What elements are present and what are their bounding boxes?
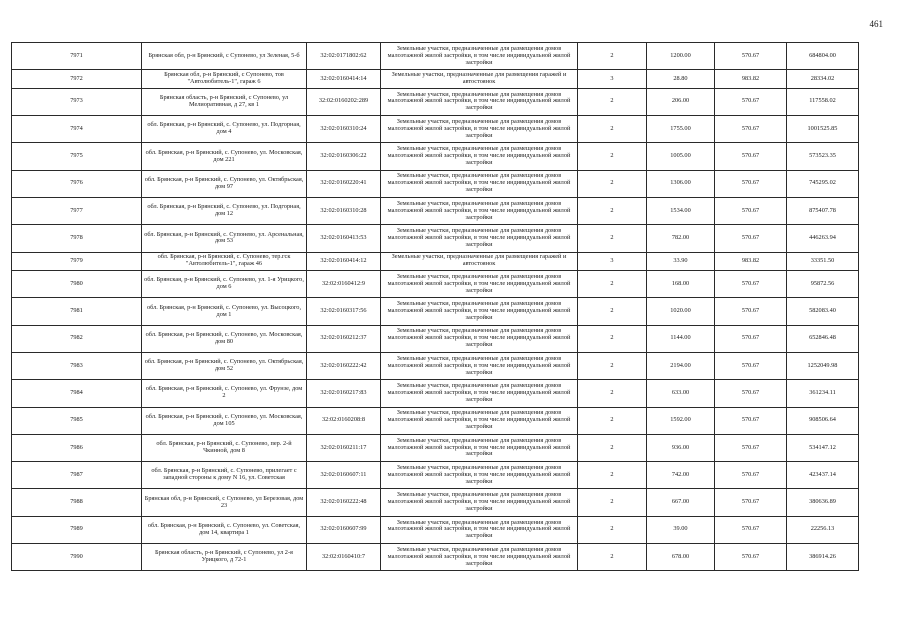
cadastral-number-cell: 32:02:0160607:99 — [307, 516, 381, 543]
row-number-cell: 7977 — [12, 197, 142, 224]
table-row — [12, 325, 859, 352]
address-cell: Брянская область, р-н Брянский, с Супонево, ул 2-я Урицкого, д 72-1 — [142, 544, 307, 571]
cadastral-number-cell: 32:02:0160220:41 — [307, 170, 381, 197]
group-number-cell: 2 — [578, 462, 647, 489]
address-cell: обл. Брянская, р-н Брянский, с. Супонево, ул. Подгорная, дом 12 — [142, 197, 307, 224]
cadastral-number-cell: 32:02:0160310:24 — [307, 116, 381, 143]
specific-value-cell: 570.67 — [715, 489, 787, 516]
address-cell: обл. Брянская, р-н Брянский, с. Супонево, ул. Подгорная, дом 4 — [142, 116, 307, 143]
address-cell: обл. Брянская, р-н Брянский, с. Супонево, ул. Октябрьская, дом 52 — [142, 352, 307, 379]
cadastral-number-cell: 32:02:0160413:53 — [307, 225, 381, 252]
row-number-cell: 7987 — [12, 462, 142, 489]
specific-value-cell: 570.67 — [715, 225, 787, 252]
row-number-cell: 7985 — [12, 407, 142, 434]
row-number-cell: 7978 — [12, 225, 142, 252]
cadastral-number-cell: 32:02:0160414:14 — [307, 70, 381, 89]
cadastral-number-cell: 32:02:0160317:56 — [307, 298, 381, 325]
cadastral-value-cell: 573523.35 — [787, 143, 859, 170]
land-use-category-cell: Земельные участки, предназначенные для размещения домов малоэтажной жилой застройки, в том числе индивидуальной жилой застройки — [381, 225, 578, 252]
row-number-cell: 7989 — [12, 516, 142, 543]
group-number-cell: 2 — [578, 143, 647, 170]
cadastral-value-cell: 22256.13 — [787, 516, 859, 543]
area-cell: 33.90 — [647, 252, 715, 271]
cadastral-number-cell: 32:02:0160202:289 — [307, 88, 381, 115]
cadastral-value-cell: 446263.94 — [787, 225, 859, 252]
group-number-cell: 2 — [578, 325, 647, 352]
cadastral-value-cell: 582083.40 — [787, 298, 859, 325]
cadastral-value-cell: 117558.02 — [787, 88, 859, 115]
cadastral-value-cell: 1001525.85 — [787, 116, 859, 143]
row-number-cell: 7976 — [12, 170, 142, 197]
table-row — [12, 252, 859, 271]
specific-value-cell: 570.67 — [715, 170, 787, 197]
address-cell: обл. Брянская, р-н Брянский, с. Супонево, ул. Арсенальная, дом 53 — [142, 225, 307, 252]
cadastral-value-cell: 361234.11 — [787, 380, 859, 407]
address-cell: обл. Брянская, р-н Брянский, с. Супонево, ул. Московская, дом 221 — [142, 143, 307, 170]
table-row — [12, 271, 859, 298]
cadastral-value-cell: 28334.02 — [787, 70, 859, 89]
row-number-cell: 7990 — [12, 544, 142, 571]
page-number: 461 — [869, 19, 883, 29]
land-use-category-cell: Земельные участки, предназначенные для размещения домов малоэтажной жилой застройки, в том числе индивидуальной жилой застройки — [381, 170, 578, 197]
land-use-category-cell: Земельные участки, предназначенные для размещения домов малоэтажной жилой застройки, в том числе индивидуальной жилой застройки — [381, 544, 578, 571]
table-row — [12, 407, 859, 434]
address-cell: Брянская обл, р-н Брянский, с Супонево, ул Березовая, дом 23 — [142, 489, 307, 516]
group-number-cell: 2 — [578, 271, 647, 298]
land-use-category-cell: Земельные участки, предназначенные для размещения домов малоэтажной жилой застройки, в том числе индивидуальной жилой застройки — [381, 489, 578, 516]
table-row — [12, 298, 859, 325]
cadastral-value-cell: 1252049.98 — [787, 352, 859, 379]
specific-value-cell: 570.67 — [715, 88, 787, 115]
group-number-cell: 2 — [578, 544, 647, 571]
row-number-cell: 7971 — [12, 43, 142, 70]
group-number-cell: 2 — [578, 170, 647, 197]
group-number-cell: 2 — [578, 197, 647, 224]
address-cell: Брянская обл, р-н Брянский, с Супонево, ул Зеленая, 5-б — [142, 43, 307, 70]
specific-value-cell: 983.82 — [715, 70, 787, 89]
specific-value-cell: 570.67 — [715, 407, 787, 434]
area-cell: 168.00 — [647, 271, 715, 298]
group-number-cell: 3 — [578, 252, 647, 271]
specific-value-cell: 570.67 — [715, 116, 787, 143]
table-row — [12, 197, 859, 224]
specific-value-cell: 570.67 — [715, 380, 787, 407]
row-number-cell: 7981 — [12, 298, 142, 325]
address-cell: обл. Брянская, р-н Брянский, с. Супонево, ул. 1-я Урицкого, дом 6 — [142, 271, 307, 298]
table-row — [12, 88, 859, 115]
table-row — [12, 434, 859, 461]
area-cell: 1200.00 — [647, 43, 715, 70]
land-use-category-cell: Земельные участки, предназначенные для размещения домов малоэтажной жилой застройки, в том числе индивидуальной жилой застройки — [381, 380, 578, 407]
address-cell: обл. Брянская, р-н Брянский, с. Супонево, тер.гск "Автолюбитель-1", гараж 46 — [142, 252, 307, 271]
land-use-category-cell: Земельные участки, предназначенные для размещения домов малоэтажной жилой застройки, в том числе индивидуальной жилой застройки — [381, 116, 578, 143]
area-cell: 1592.00 — [647, 407, 715, 434]
cadastral-value-cell: 875407.78 — [787, 197, 859, 224]
area-cell: 1755.00 — [647, 116, 715, 143]
address-cell: обл. Брянская, р-н Брянский, с. Супонево, пер. 2-й Чкинной, дом 8 — [142, 434, 307, 461]
cadastral-number-cell: 32:02:0160217:83 — [307, 380, 381, 407]
row-number-cell: 7974 — [12, 116, 142, 143]
row-number-cell: 7975 — [12, 143, 142, 170]
specific-value-cell: 570.67 — [715, 516, 787, 543]
area-cell: 1005.00 — [647, 143, 715, 170]
specific-value-cell: 570.67 — [715, 352, 787, 379]
group-number-cell: 2 — [578, 489, 647, 516]
land-use-category-cell: Земельные участки, предназначенные для размещения домов малоэтажной жилой застройки, в том числе индивидуальной жилой застройки — [381, 325, 578, 352]
land-use-category-cell: Земельные участки, предназначенные для размещения домов малоэтажной жилой застройки, в том числе индивидуальной жилой застройки — [381, 88, 578, 115]
land-use-category-cell: Земельные участки, предназначенные для размещения гаражей и автостоянок — [381, 252, 578, 271]
specific-value-cell: 570.67 — [715, 197, 787, 224]
cadastral-value-cell: 684804.00 — [787, 43, 859, 70]
cadastral-value-cell: 33351.50 — [787, 252, 859, 271]
land-use-category-cell: Земельные участки, предназначенные для размещения домов малоэтажной жилой застройки, в том числе индивидуальной жилой застройки — [381, 516, 578, 543]
group-number-cell: 2 — [578, 407, 647, 434]
area-cell: 206.00 — [647, 88, 715, 115]
table-row — [12, 116, 859, 143]
address-cell: Брянская область, р-н Брянский, с Супонево, ул Мелиоративная, д 27, кв 1 — [142, 88, 307, 115]
address-cell: обл. Брянская, р-н Брянский, с. Супонево, ул. Московская, дом 80 — [142, 325, 307, 352]
cadastral-value-cell: 380636.89 — [787, 489, 859, 516]
cadastral-number-cell: 32:02:0160412:9 — [307, 271, 381, 298]
cadastral-value-cell: 534147.12 — [787, 434, 859, 461]
row-number-cell: 7973 — [12, 88, 142, 115]
cadastral-number-cell: 32:02:0160410:7 — [307, 544, 381, 571]
group-number-cell: 2 — [578, 298, 647, 325]
cadastral-number-cell: 32:02:0160208:8 — [307, 407, 381, 434]
specific-value-cell: 570.67 — [715, 325, 787, 352]
area-cell: 678.00 — [647, 544, 715, 571]
table-row — [12, 462, 859, 489]
land-use-category-cell: Земельные участки, предназначенные для размещения домов малоэтажной жилой застройки, в том числе индивидуальной жилой застройки — [381, 407, 578, 434]
row-number-cell: 7982 — [12, 325, 142, 352]
address-cell: обл. Брянская, р-н Брянский, с. Супонево, ул. Фрунзе, дом 2 — [142, 380, 307, 407]
group-number-cell: 3 — [578, 70, 647, 89]
area-cell: 28.80 — [647, 70, 715, 89]
land-use-category-cell: Земельные участки, предназначенные для размещения домов малоэтажной жилой застройки, в том числе индивидуальной жилой застройки — [381, 434, 578, 461]
group-number-cell: 2 — [578, 88, 647, 115]
specific-value-cell: 983.82 — [715, 252, 787, 271]
table-body — [12, 43, 859, 571]
table-row — [12, 225, 859, 252]
specific-value-cell: 570.67 — [715, 298, 787, 325]
cadastral-number-cell: 32:02:0171802:62 — [307, 43, 381, 70]
group-number-cell: 2 — [578, 116, 647, 143]
address-cell: Брянская обл, р-н Брянский, с Супонево, тов "Автолюбитель-1", гараж 6 — [142, 70, 307, 89]
address-cell: обл. Брянская, р-н Брянский, с. Супонево, ул. Московская, дом 105 — [142, 407, 307, 434]
land-use-category-cell: Земельные участки, предназначенные для размещения домов малоэтажной жилой застройки, в том числе индивидуальной жилой застройки — [381, 271, 578, 298]
table-row — [12, 380, 859, 407]
group-number-cell: 2 — [578, 43, 647, 70]
area-cell: 39.00 — [647, 516, 715, 543]
row-number-cell: 7986 — [12, 434, 142, 461]
area-cell: 1534.00 — [647, 197, 715, 224]
area-cell: 1144.00 — [647, 325, 715, 352]
area-cell: 936.00 — [647, 434, 715, 461]
area-cell: 667.00 — [647, 489, 715, 516]
table-row — [12, 352, 859, 379]
table-row — [12, 43, 859, 70]
cadastral-value-table — [11, 42, 859, 571]
address-cell: обл. Брянская, р-н Брянский, с. Супонево, прилегает с западной стороны к дому N 16, ул. Советская — [142, 462, 307, 489]
land-use-category-cell: Земельные участки, предназначенные для размещения домов малоэтажной жилой застройки, в том числе индивидуальной жилой застройки — [381, 298, 578, 325]
table-row — [12, 516, 859, 543]
row-number-cell: 7980 — [12, 271, 142, 298]
area-cell: 782.00 — [647, 225, 715, 252]
land-use-category-cell: Земельные участки, предназначенные для размещения гаражей и автостоянок — [381, 70, 578, 89]
cadastral-number-cell: 32:02:0160414:12 — [307, 252, 381, 271]
cadastral-value-cell: 95872.56 — [787, 271, 859, 298]
table-row — [12, 143, 859, 170]
row-number-cell: 7972 — [12, 70, 142, 89]
cadastral-number-cell: 32:02:0160222:48 — [307, 489, 381, 516]
cadastral-value-cell: 908506.64 — [787, 407, 859, 434]
address-cell: обл. Брянская, р-н Брянский, с. Супонево, ул. Высоцкого, дом 1 — [142, 298, 307, 325]
specific-value-cell: 570.67 — [715, 462, 787, 489]
land-use-category-cell: Земельные участки, предназначенные для размещения домов малоэтажной жилой застройки, в том числе индивидуальной жилой застройки — [381, 143, 578, 170]
table-row — [12, 170, 859, 197]
cadastral-number-cell: 32:02:0160222:42 — [307, 352, 381, 379]
area-cell: 1020.00 — [647, 298, 715, 325]
land-use-category-cell: Земельные участки, предназначенные для размещения домов малоэтажной жилой застройки, в том числе индивидуальной жилой застройки — [381, 462, 578, 489]
area-cell: 1306.00 — [647, 170, 715, 197]
land-use-category-cell: Земельные участки, предназначенные для размещения домов малоэтажной жилой застройки, в том числе индивидуальной жилой застройки — [381, 43, 578, 70]
cadastral-value-cell: 652846.48 — [787, 325, 859, 352]
cadastral-value-cell: 745295.02 — [787, 170, 859, 197]
cadastral-value-cell: 386914.26 — [787, 544, 859, 571]
address-cell: обл. Брянская, р-н Брянский, с. Супонево, ул. Октябрьская, дом 97 — [142, 170, 307, 197]
group-number-cell: 2 — [578, 225, 647, 252]
row-number-cell: 7984 — [12, 380, 142, 407]
cadastral-number-cell: 32:02:0160306:22 — [307, 143, 381, 170]
specific-value-cell: 570.67 — [715, 143, 787, 170]
specific-value-cell: 570.67 — [715, 271, 787, 298]
area-cell: 2194.00 — [647, 352, 715, 379]
land-use-category-cell: Земельные участки, предназначенные для размещения домов малоэтажной жилой застройки, в том числе индивидуальной жилой застройки — [381, 352, 578, 379]
group-number-cell: 2 — [578, 434, 647, 461]
group-number-cell: 2 — [578, 516, 647, 543]
address-cell: обл. Брянская, р-н Брянский, с. Супонево, ул. Советская, дом 14, квартира 1 — [142, 516, 307, 543]
row-number-cell: 7979 — [12, 252, 142, 271]
cadastral-number-cell: 32:02:0160212:37 — [307, 325, 381, 352]
area-cell: 742.00 — [647, 462, 715, 489]
group-number-cell: 2 — [578, 380, 647, 407]
table-row — [12, 544, 859, 571]
table-row — [12, 489, 859, 516]
table-row — [12, 70, 859, 89]
row-number-cell: 7988 — [12, 489, 142, 516]
cadastral-number-cell: 32:02:0160310:28 — [307, 197, 381, 224]
cadastral-number-cell: 32:02:0160211:17 — [307, 434, 381, 461]
area-cell: 633.00 — [647, 380, 715, 407]
cadastral-value-cell: 423437.14 — [787, 462, 859, 489]
group-number-cell: 2 — [578, 352, 647, 379]
cadastral-number-cell: 32:02:0160607:11 — [307, 462, 381, 489]
land-use-category-cell: Земельные участки, предназначенные для размещения домов малоэтажной жилой застройки, в том числе индивидуальной жилой застройки — [381, 197, 578, 224]
row-number-cell: 7983 — [12, 352, 142, 379]
specific-value-cell: 570.67 — [715, 43, 787, 70]
specific-value-cell: 570.67 — [715, 434, 787, 461]
specific-value-cell: 570.67 — [715, 544, 787, 571]
